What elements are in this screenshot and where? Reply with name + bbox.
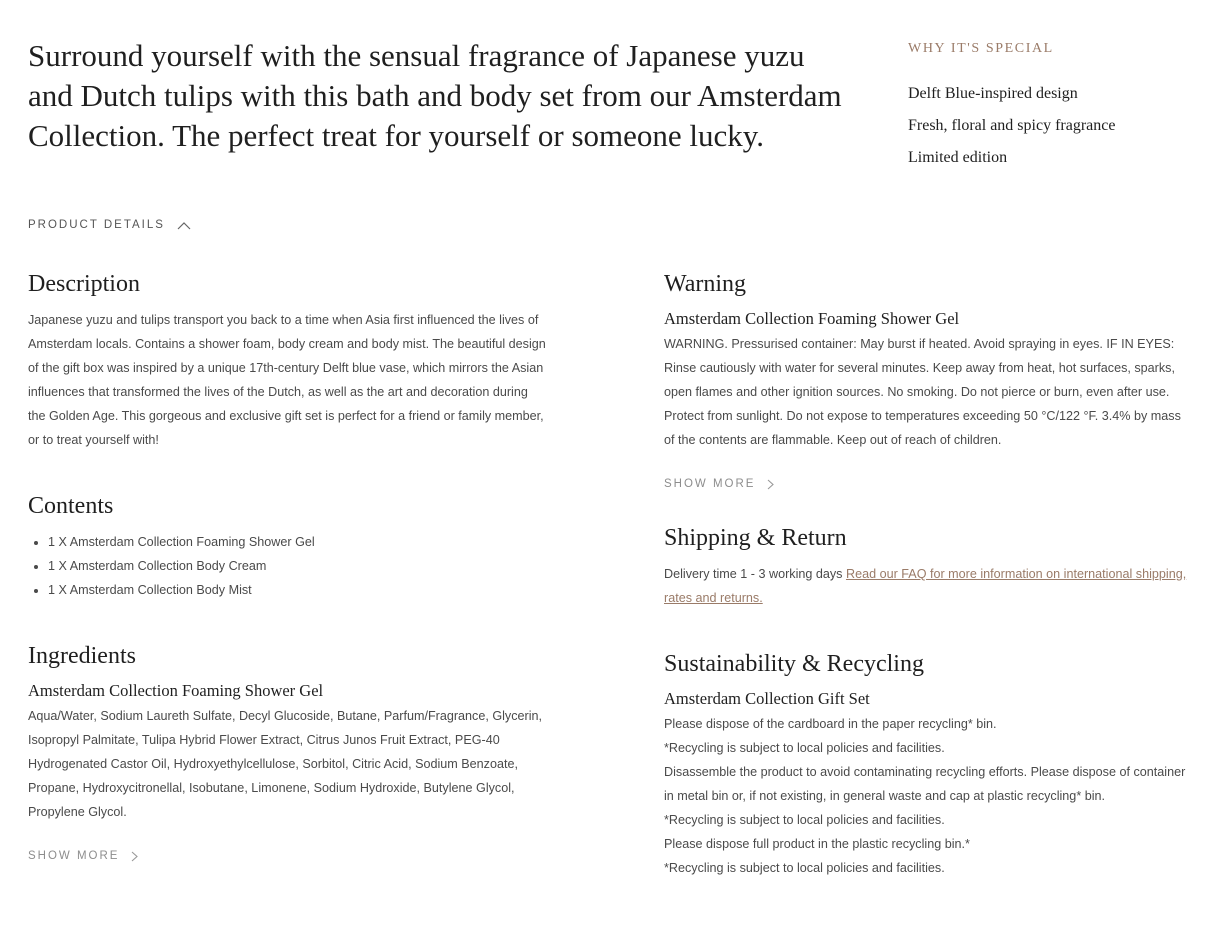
contents-item: • 1 X Amsterdam Collection Body Mist <box>48 578 548 602</box>
ingredients-heading: Ingredients <box>28 643 136 669</box>
sustainability-heading: Sustainability & Recycling <box>664 651 924 677</box>
intro-text: Surround yourself with the sensual fragrance of Japanese yuzu and Dutch tulips with this bath and body set from our Amsterdam Collection. The perfect treat for yourself or someone lucky. <box>28 38 842 153</box>
sustainability-product-name: Amsterdam Collection Gift Set <box>664 689 870 708</box>
shipping-section <box>664 520 1188 610</box>
special-item: Limited edition <box>908 149 1008 166</box>
warning-text: WARNING. Pressurised container: May burst if heated. Avoid spraying in eyes. IF IN EYES: Rinse cautiously with water for several minutes. Keep away from heat, hot surfaces, sparks, open flames and other ignition sources. No smoking. Do not pierce or burn, even after use. Protect from sunlight. Do not expose to temperatures exceeding 50 °C/122 °F. 3.4% by mass of the contents are flammable. Keep out of reach of children. <box>664 337 1181 447</box>
shipping-heading: Shipping & Return <box>664 525 847 551</box>
recycling-line: Please dispose full product in the plastic recycling bin.* <box>664 837 970 851</box>
description-heading: Description <box>28 271 140 297</box>
special-item: Fresh, floral and spicy fragrance <box>908 117 1116 134</box>
ingredients-text: Aqua/Water, Sodium Laureth Sulfate, Decyl Glucoside, Butane, Parfum/Fragrance, Glycerin, Isopropyl Palmitate, Tulipa Hybrid Flower Extract, Citrus Junos Fruit Extract, PEG-40 Hydrogenated Castor Oil, Hydroxyethylcellulose, Sorbitol, Citric Acid, Sodium Benzoate, Propane, Hydroxycitronellal, Isobutane, Limonene, Sodium Hydroxide, Butylene Glycol, Propylene Glycol. <box>28 709 543 819</box>
product-details-label: PRODUCT DETAILS <box>28 219 165 231</box>
warning-show-more-button[interactable] <box>664 478 1188 490</box>
why-special-panel <box>908 40 1198 174</box>
why-special-list <box>908 78 1198 174</box>
description-section <box>28 266 548 452</box>
recycling-note: *Recycling is subject to local policies and facilities. <box>664 813 945 827</box>
contents-heading: Contents <box>28 493 114 519</box>
show-more-label: SHOW MORE <box>28 850 120 862</box>
special-item: Delft Blue-inspired design <box>908 85 1078 102</box>
chevron-up-icon <box>177 221 191 230</box>
recycling-note: *Recycling is subject to local policies and facilities. <box>664 741 945 755</box>
recycling-note: *Recycling is subject to local policies and facilities. <box>664 861 945 875</box>
warning-heading: Warning <box>664 271 747 297</box>
chevron-right-icon <box>131 851 138 862</box>
faq-link[interactable]: Read our FAQ for more information on international shipping, rates and returns. <box>664 567 1187 605</box>
ingredients-section <box>28 638 548 862</box>
details-left-column <box>28 266 548 862</box>
description-text: Japanese yuzu and tulips transport you back to a time when Asia first influenced the lives of Amsterdam locals. Contains a shower foam, body cream and body mist. The beautiful design of the gift box was inspired by a unique 17th-century Delft blue vase, which mirrors the Asian influences that transformed the lives of the Dutch, as well as the art and decoration during the Golden Age. This gorgeous and exclusive gift set is perfect for a friend or family member, or to treat yourself with! <box>28 313 546 447</box>
ingredients-product-name: Amsterdam Collection Foaming Shower Gel <box>28 681 324 700</box>
shipping-text <box>664 562 1188 610</box>
why-special-title: WHY IT'S SPECIAL <box>908 41 1054 56</box>
details-right-column <box>664 266 1188 880</box>
ingredients-show-more-button[interactable] <box>28 850 548 862</box>
warning-product-name: Amsterdam Collection Foaming Shower Gel <box>664 309 960 328</box>
chevron-right-icon <box>767 479 774 490</box>
sustainability-section <box>664 646 1188 880</box>
contents-section <box>28 488 548 602</box>
contents-item: • 1 X Amsterdam Collection Body Cream <box>48 554 548 578</box>
show-more-label: SHOW MORE <box>664 478 756 490</box>
product-details-toggle[interactable] <box>28 219 191 231</box>
recycling-line: Disassemble the product to avoid contaminating recycling efforts. Please dispose of container in metal bin or, if not existing, in general waste and cap at plastic recycling* bin. <box>664 765 1186 803</box>
delivery-time-text: Delivery time 1 - 3 working days <box>664 567 846 581</box>
contents-list <box>28 530 548 602</box>
contents-item: • 1 X Amsterdam Collection Foaming Shower Gel <box>48 530 548 554</box>
recycling-line: Please dispose of the cardboard in the paper recycling* bin. <box>664 717 997 731</box>
warning-section <box>664 266 1188 490</box>
